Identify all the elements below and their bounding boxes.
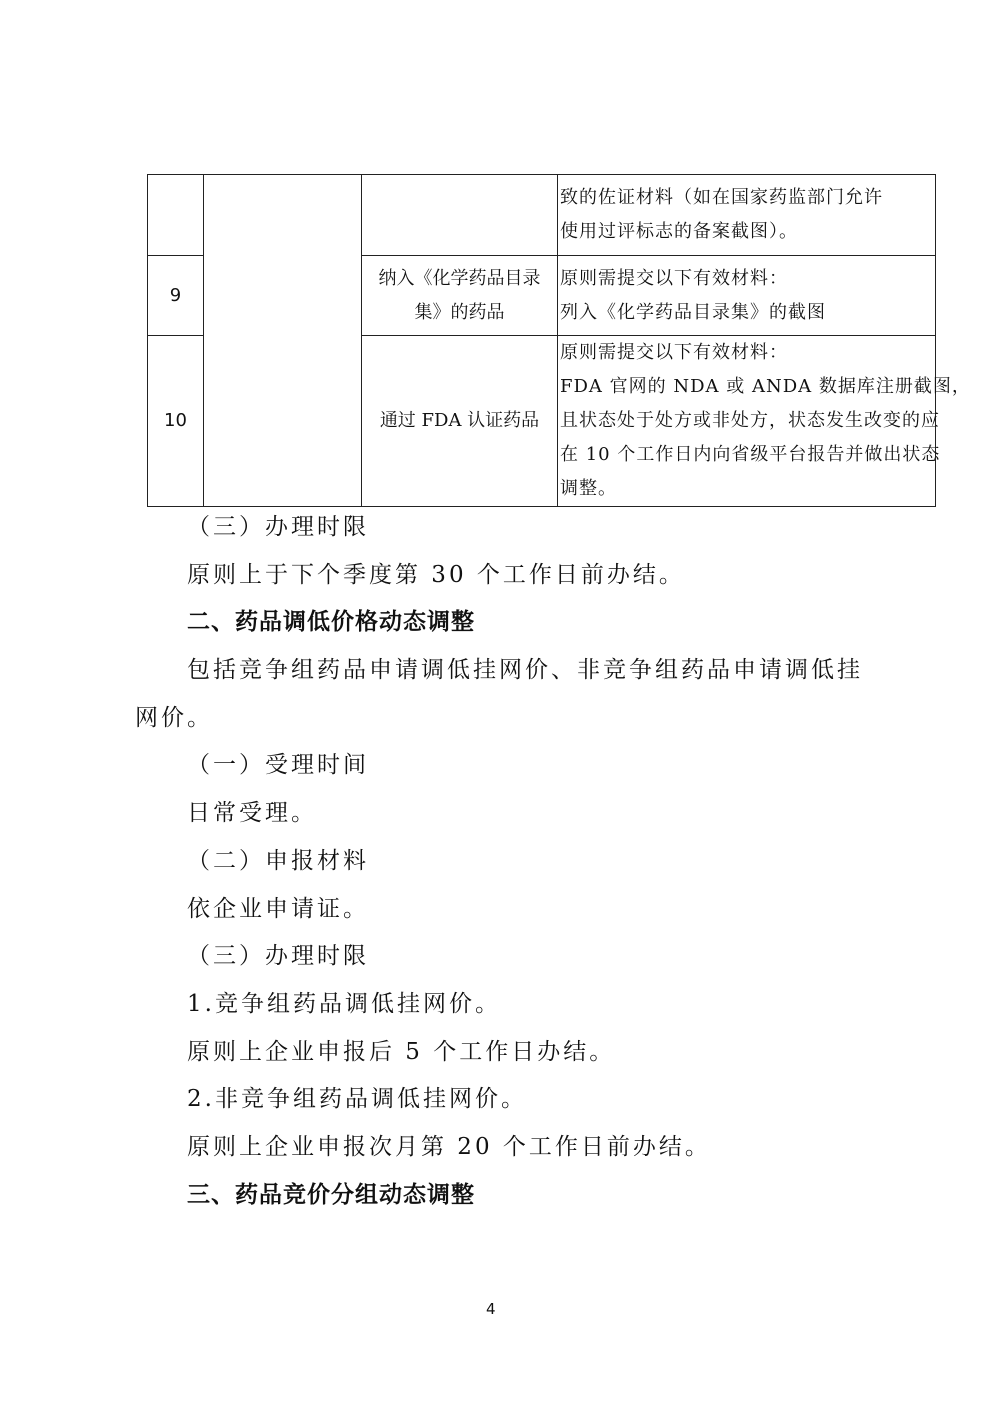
- category-line: 集》的药品: [414, 301, 505, 323]
- section-heading: 二、药品调低价格动态调整: [187, 609, 475, 635]
- materials-line: 调整。: [560, 478, 617, 499]
- materials-table: [147, 174, 971, 507]
- row-number: 9: [148, 256, 204, 336]
- paragraph: 原则上于下个季度第 30 个工作日前办结。: [187, 562, 685, 588]
- merged-blank-cell: [204, 175, 362, 507]
- category-cell: [362, 256, 558, 336]
- table-row: [148, 175, 936, 256]
- category-line: 纳入《化学药品目录: [378, 267, 541, 289]
- paragraph-continuation: 网价。: [135, 705, 213, 731]
- subheading-time-limit: （三）办理时限: [187, 943, 369, 969]
- category-cell: [362, 336, 558, 507]
- row-number: 10: [148, 336, 204, 507]
- paragraph: 2.非竞争组药品调低挂网价。: [187, 1086, 527, 1112]
- materials-line: 且状态处于处方或非处方，状态发生改变的应: [560, 410, 940, 431]
- paragraph: 1.竞争组药品调低挂网价。: [187, 991, 501, 1017]
- materials-line: 致的佐证材料（如在国家药监部门允许: [560, 187, 883, 208]
- materials-line: 在 10 个工作日内向省级平台报告并做出状态: [560, 444, 941, 465]
- category-line: 通过 FDA 认证药品: [379, 410, 540, 431]
- paragraph: 原则上企业申报次月第 20 个工作日前办结。: [187, 1134, 711, 1160]
- paragraph: 日常受理。: [187, 800, 317, 826]
- materials-cell: [558, 175, 936, 256]
- materials-cell: [558, 256, 936, 336]
- materials-line: 使用过评标志的备案截图）。: [560, 221, 798, 242]
- page-number: 4: [486, 1300, 496, 1318]
- paragraph: 原则上企业申报后 5 个工作日办结。: [187, 1039, 616, 1065]
- materials-line: FDA 官网的 NDA 或 ANDA 数据库注册截图，: [560, 376, 971, 397]
- materials-line: 原则需提交以下有效材料：: [560, 342, 788, 363]
- materials-line: 原则需提交以下有效材料：: [560, 267, 788, 289]
- subheading-materials: （二）申报材料: [187, 848, 369, 874]
- subheading-acceptance-time: （一）受理时间: [187, 752, 369, 778]
- paragraph: 包括竞争组药品申请调低挂网价、非竞争组药品申请调低挂: [187, 657, 863, 683]
- section-heading: 三、药品竞价分组动态调整: [187, 1182, 475, 1208]
- materials-cell: [558, 336, 971, 507]
- paragraph: 依企业申请证。: [187, 896, 369, 922]
- materials-line: 列入《化学药品目录集》的截图: [560, 301, 826, 323]
- subheading-time-limit: （三）办理时限: [187, 514, 369, 540]
- row-number: [148, 175, 204, 256]
- category-cell: [362, 175, 558, 256]
